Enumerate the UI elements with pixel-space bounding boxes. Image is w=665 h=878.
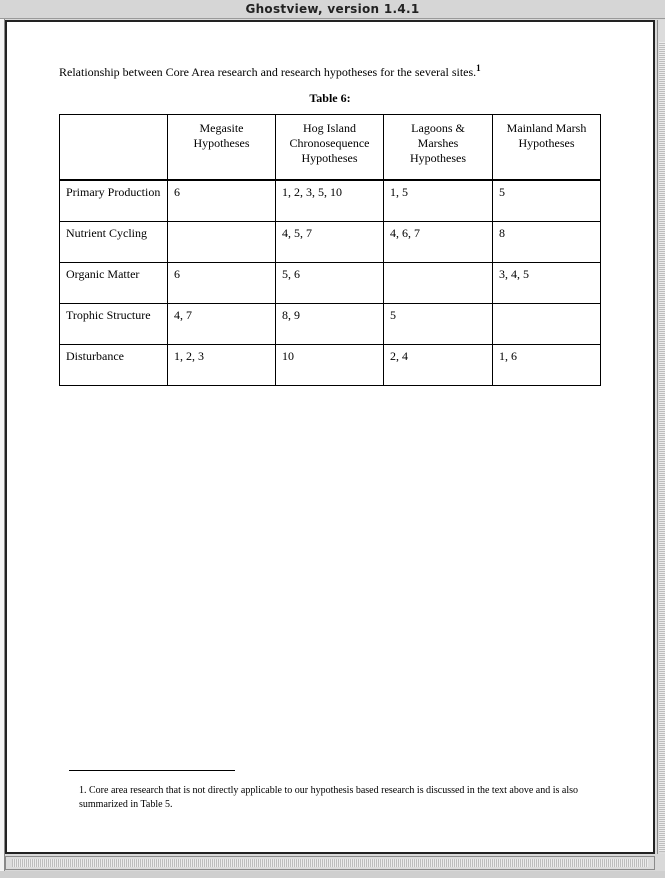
document-heading-text: Relationship between Core Area research and research hypotheses for the several sites. xyxy=(59,65,477,79)
table-row xyxy=(60,345,601,386)
table-cell: 5 xyxy=(493,180,601,222)
vertical-scroll-thumb[interactable] xyxy=(659,42,665,852)
footnote-text: 1. Core area research that is not directly applicable to our hypothesis based research is discussed in the text above and is also summarized in Table 5. xyxy=(79,785,579,810)
window-bottom-edge xyxy=(0,871,665,878)
table-cell xyxy=(493,304,601,345)
vertical-scrollbar[interactable] xyxy=(657,20,665,854)
footnote-divider xyxy=(69,770,235,771)
horizontal-scroll-thumb[interactable] xyxy=(12,859,648,867)
row-label: Disturbance xyxy=(60,345,168,386)
table-caption: Table 6: xyxy=(309,91,351,105)
table-cell: 1, 5 xyxy=(384,180,493,222)
table-cell: 4, 5, 7 xyxy=(276,222,384,263)
table-cell: 6 xyxy=(168,180,276,222)
table-header-row xyxy=(60,115,601,181)
row-label: Trophic Structure xyxy=(60,304,168,345)
table-cell: 3, 4, 5 xyxy=(493,263,601,304)
table-cell: 1, 6 xyxy=(493,345,601,386)
table-cell xyxy=(384,263,493,304)
table-cell: 5, 6 xyxy=(276,263,384,304)
table-row xyxy=(60,263,601,304)
table-cell: 1, 2, 3, 5, 10 xyxy=(276,180,384,222)
horizontal-scrollbar[interactable] xyxy=(5,856,655,870)
table-cell: 4, 7 xyxy=(168,304,276,345)
table-row xyxy=(60,304,601,345)
window-title-bar[interactable]: Ghostview, version 1.4.1 xyxy=(0,0,665,19)
table-cell: 6 xyxy=(168,263,276,304)
column-header-megasite: Megasite Hypotheses xyxy=(168,115,276,181)
table-cell: 5 xyxy=(384,304,493,345)
table-cell: 2, 4 xyxy=(384,345,493,386)
table-row xyxy=(60,180,601,222)
table-cell: 10 xyxy=(276,345,384,386)
table-cell xyxy=(168,222,276,263)
row-label: Organic Matter xyxy=(60,263,168,304)
column-header xyxy=(60,115,168,181)
footnote-marker: 1 xyxy=(476,63,481,73)
table-cell: 8 xyxy=(493,222,601,263)
table-row xyxy=(60,222,601,263)
column-header-hog-island: Hog Island Chronosequence Hypotheses xyxy=(276,115,384,181)
table-cell: 1, 2, 3 xyxy=(168,345,276,386)
row-label: Primary Production xyxy=(60,180,168,222)
document-page xyxy=(5,20,655,854)
row-label: Nutrient Cycling xyxy=(60,222,168,263)
hypotheses-table xyxy=(59,114,601,386)
column-header-mainland-marsh: Mainland Marsh Hypotheses xyxy=(493,115,601,181)
table-cell: 4, 6, 7 xyxy=(384,222,493,263)
document-heading xyxy=(59,63,481,80)
table-cell: 8, 9 xyxy=(276,304,384,345)
column-header-lagoons-marshes: Lagoons & Marshes Hypotheses xyxy=(384,115,493,181)
